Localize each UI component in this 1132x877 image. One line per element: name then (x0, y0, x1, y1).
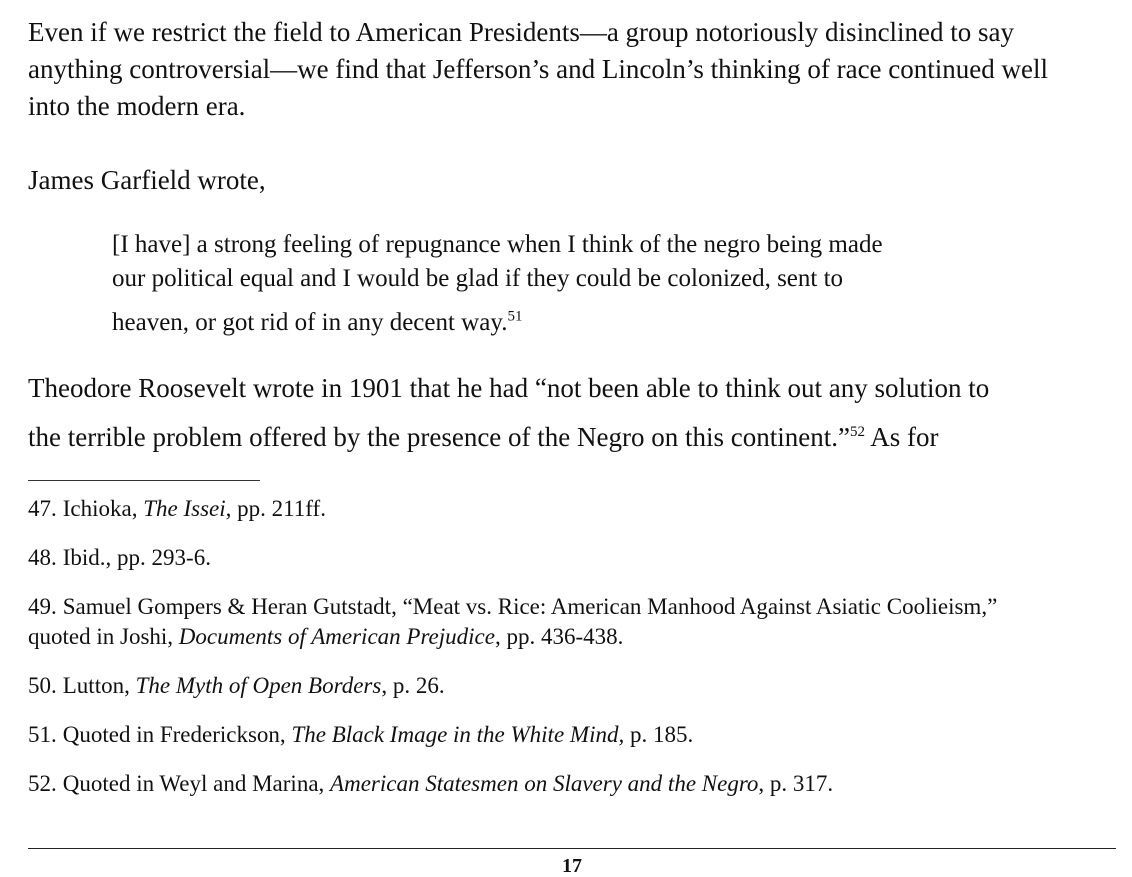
footnote-52 (28, 769, 1116, 799)
body-paragraph-garfield: James Garfield wrote, (28, 165, 266, 195)
footer-rule (28, 848, 1116, 849)
footnote-51 (28, 720, 1116, 750)
quote-line (112, 306, 883, 340)
footnote-text: Quoted in Weyl and Marina, (62, 771, 331, 796)
footnote-text: Ichioka, (62, 496, 144, 521)
footnote-ref-52[interactable]: 52 (849, 424, 865, 440)
footnote-title: Documents of American Prejudice (178, 624, 495, 649)
footnote-number: 48. (28, 545, 57, 570)
quote-line-text: heaven, or got rid of in any decent way. (112, 309, 508, 336)
footnote-47 (28, 494, 1116, 524)
body-paragraph-presidents (28, 14, 1048, 125)
quote-line: our political equal and I would be glad if they could be colonized, sent to (112, 265, 844, 292)
footnote-text: , p. 26. (381, 673, 445, 698)
footnote-title: The Myth of Open Borders (135, 673, 382, 698)
footnote-text: quoted in Joshi, (28, 624, 179, 649)
document-page (28, 0, 1116, 877)
quote-line: [I have] a strong feeling of repugnance when I think of the negro being made (112, 231, 883, 258)
garfield-block-quote (112, 228, 883, 340)
footnote-text: Samuel Gompers & Heran Gutstadt, “Meat vs. Rice: American Manhood Against Asiatic Coolieism,” (62, 594, 998, 619)
text-line: Even if we restrict the field to American Presidents—a group notoriously disinclined to say (28, 17, 1015, 47)
footnote-ref-51[interactable]: 51 (507, 308, 523, 325)
footnote-50 (28, 671, 1116, 701)
footnote-number: 50. (28, 673, 57, 698)
footnote-number: 47. (28, 496, 57, 521)
footnote-text: Lutton, (62, 673, 136, 698)
footnote-number: 52. (28, 771, 57, 796)
footnote-number: 49. (28, 594, 57, 619)
page-number: 17 (562, 855, 582, 877)
footnote-title: American Statesmen on Slavery and the Negro (330, 771, 759, 796)
text-line: the terrible problem offered by the presence of the Negro on this continent.” (28, 422, 850, 452)
footnote-48 (28, 543, 1116, 573)
footnote-text: Quoted in Frederickson, (62, 722, 292, 747)
footnote-text: p. 185. (624, 722, 694, 747)
body-paragraph-roosevelt (28, 364, 989, 462)
text-line: into the modern era. (28, 91, 246, 121)
footnote-title: The Issei (143, 496, 226, 521)
text-line: anything controversial—we find that Jefferson’s and Lincoln’s thinking of race continued well (28, 54, 1048, 84)
footnote-text: Ibid., pp. 293-6. (62, 545, 211, 570)
footnote-text: , pp. 211ff. (225, 496, 326, 521)
text-line: Theodore Roosevelt wrote in 1901 that he had “not been able to think out any solution to (28, 373, 990, 403)
footnote-text: , pp. 436-438. (494, 624, 624, 649)
text-line-tail: As for (864, 422, 939, 452)
footnote-text: , p. 317. (758, 771, 834, 796)
footnote-number: 51. (28, 722, 57, 747)
footnote-title: The Black Image in the White Mind, (291, 722, 625, 747)
footnote-separator (28, 480, 260, 481)
footnotes-list (28, 494, 1116, 818)
footnote-49 (28, 592, 1116, 652)
